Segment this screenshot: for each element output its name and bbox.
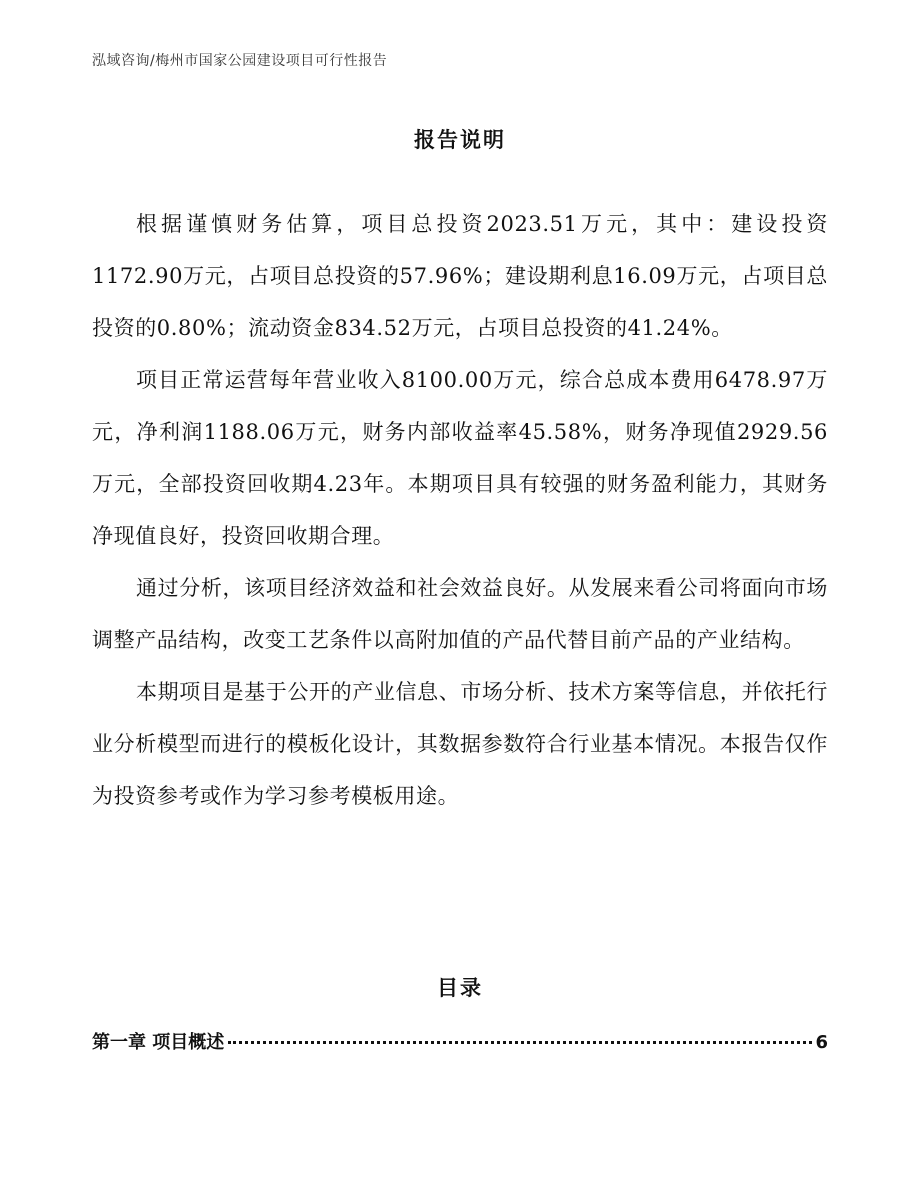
paragraph-benefits: 通过分析，该项目经济效益和社会效益良好。从发展来看公司将面向市场调整产品结构，改变工艺条件以高附加值的产品代替目前产品的产业结构。 — [92, 576, 828, 652]
report-title: 报告说明 — [414, 128, 506, 152]
toc-entry-page[interactable]: 6 — [815, 1032, 828, 1053]
toc-entry-chapter-1[interactable] — [92, 1028, 828, 1064]
paragraph-investment: 根据谨慎财务估算，项目总投资2023.51万元，其中：建设投资1172.90万元，占项目总投资的57.96%；建设期利息16.09万元，占项目总投资的0.80%；流动资金834.52万元，占项目总投资的41.24%。 — [92, 212, 828, 340]
toc-dot-leader — [228, 1041, 812, 1044]
table-of-contents — [92, 1028, 828, 1064]
toc-title: 目录 — [437, 976, 483, 1000]
toc-entry-label[interactable]: 第一章 项目概述 — [92, 1032, 225, 1053]
paragraph-financials: 项目正常运营每年营业收入8100.00万元，综合总成本费用6478.97万元，净利润1188.06万元，财务内部收益率45.58%，财务净现值2929.56万元，全部投资回收期4.23年。本期项目具有较强的财务盈利能力，其财务净现值良好，投资回收期合理。 — [92, 368, 828, 548]
running-header: 泓域咨询/梅州市国家公园建设项目可行性报告 — [92, 53, 388, 69]
report-body — [92, 198, 828, 822]
paragraph-disclaimer: 本期项目是基于公开的产业信息、市场分析、技术方案等信息，并依托行业分析模型而进行的模板化设计，其数据参数符合行业基本情况。本报告仅作为投资参考或作为学习参考模板用途。 — [92, 680, 828, 808]
